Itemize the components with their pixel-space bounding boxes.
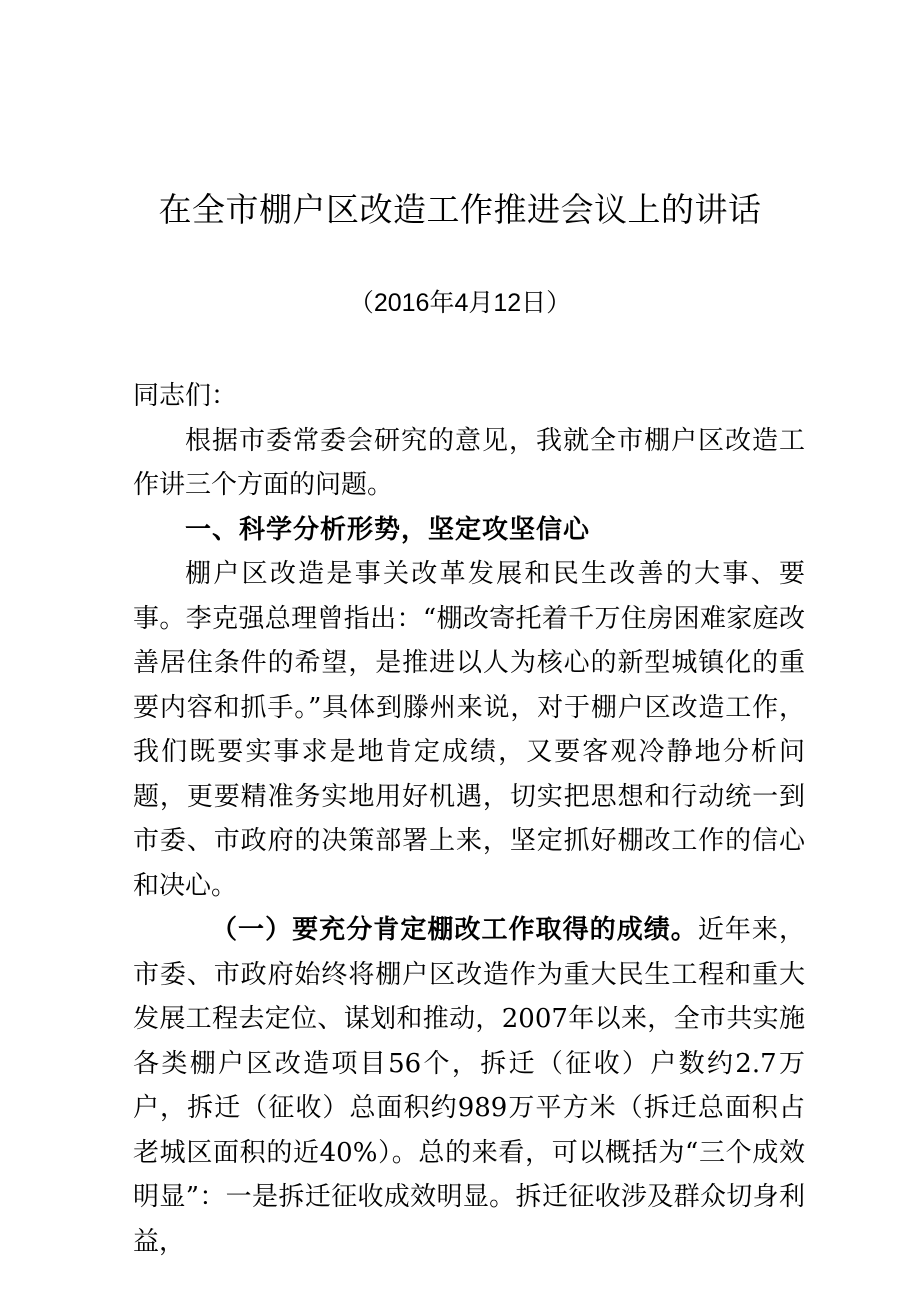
- salutation: 同志们：: [133, 381, 238, 411]
- speech-date: （2016年4月12日）: [348, 289, 572, 317]
- subsection-heading-1: （一）要充分肯定棚改工作取得的成绩。: [211, 915, 698, 945]
- intro-paragraph: 根据市委常委会研究的意见，我就全市棚户区改造工作讲三个方面的问题。: [133, 425, 805, 500]
- body-paragraph-2: [133, 908, 805, 1264]
- body-paragraph-1: 棚户区改造是事关改革发展和民生改善的大事、要事。李克强总理曾指出：“棚改寄托着千万住房困难家庭改善居住条件的希望，是推进以人为核心的新型城镇化的重要内容和抓手。”具体到滕州来说，对于棚户区改造工作，我们既要实事求是地肯定成绩，又要客观冷静地分析问题，更要精准务实地用好机遇，切实把思想和行动统一到市委、市政府的决策部署上来，坚定抓好棚改工作的信心和决心。: [133, 559, 805, 901]
- body-paragraph-2-text: 近年来，市委、市政府始终将棚户区改造作为重大民生工程和重大发展工程去定位、谋划和推动，2007年以来，全市共实施各类棚户区改造项目56个，拆迁（征收）户数约2.7万户，拆迁（征收）总面积约989万平方米（拆迁总面积占老城区面积的近40%）。总的来看，可以概括为“三个成效明显”：一是拆迁征收成效明显。拆迁征收涉及群众切身利益，: [133, 915, 805, 1257]
- document-title: 在全市棚户区改造工作推进会议上的讲话: [158, 190, 762, 229]
- document-body: [133, 374, 805, 1264]
- section-heading-1: 一、科学分析形势，坚定攻坚信心: [185, 514, 591, 545]
